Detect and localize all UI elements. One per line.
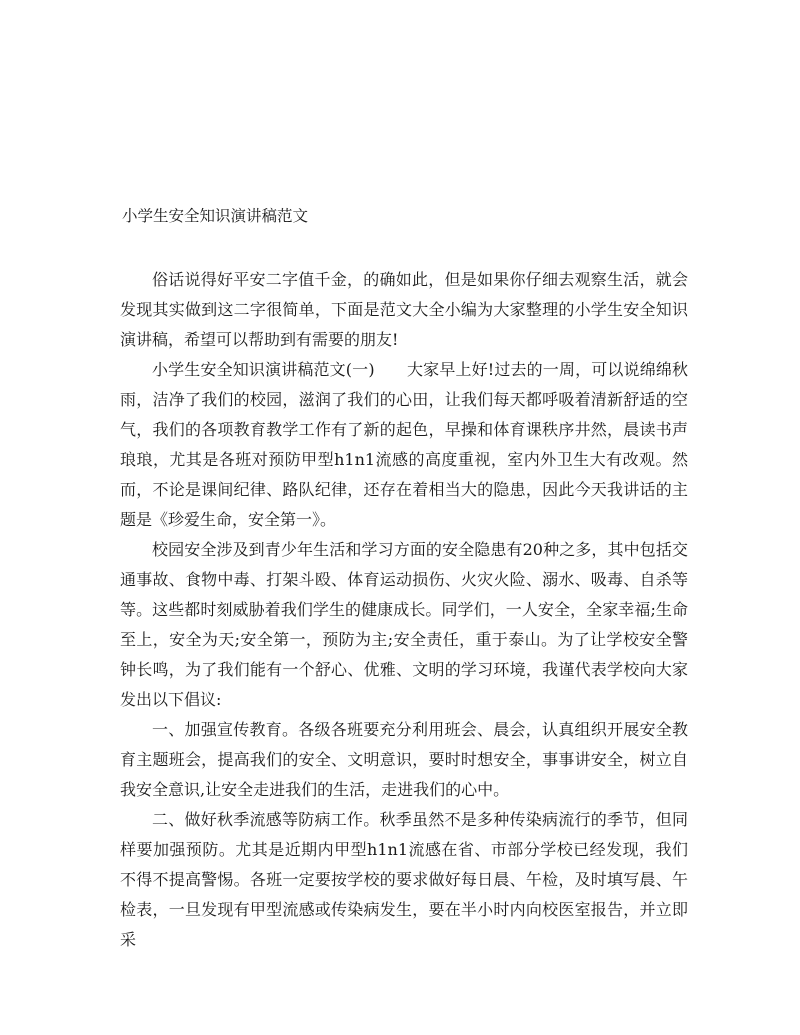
paragraph-campus-safety: 校园安全涉及到青少年生活和学习方面的安全隐患有20种之多，其中包括交通事故、食物中毒、打架斗殴、体育运动损伤、火灾火险、溺水、吸毒、自杀等等。这些都时刻威胁着我们学生的健康成长。同学们，一人安全，全家幸福;生命至上，安全为天;安全第一，预防为主;安全责任，重于泰山。为了让学校安全警钟长鸣，为了我们能有一个舒心、优雅、文明的学习环境，我谨代表学校向大家发出以下倡议: (120, 540, 688, 709)
paragraph-speech-opening: 小学生安全知识演讲稿范文(一) 大家早上好!过去的一周，可以说绵绵秋雨，洁净了我们的校园，滋润了我们的心田，让我们每天都呼吸着清新舒适的空气，我们的各项教育教学工作有了新的起色，早操和体育课秩序井然，晨读书声琅琅，尤其是各班对预防甲型h1n1流感的高度重视，室内外卫生大有改观。然而，不论是课间纪律、路队纪律，还存在着相当大的隐患，因此今天我讲话的主题是《珍爱生命，安全第一》。 (120, 360, 688, 529)
document-title: 小学生安全知识演讲稿范文 (122, 207, 309, 225)
paragraph-proposal-two: 二、做好秋季流感等防病工作。秋季虽然不是多种传染病流行的季节，但同样要加强预防。尤其是近期内甲型h1n1流感在省、市部分学校已经发现，我们不得不提高警惕。各班一定要按学校的要求做好每日晨、午检，及时填写晨、午检表，一旦发现有甲型流感或传染病发生，要在半小时内向校医室报告，并立即采 (120, 810, 688, 949)
paragraph-intro: 俗话说得好平安二字值千金，的确如此，但是如果你仔细去观察生活，就会发现其实做到这二字很简单，下面是范文大全小编为大家整理的小学生安全知识演讲稿，希望可以帮助到有需要的朋友! (120, 270, 688, 349)
document-body (120, 265, 688, 955)
paragraph-proposal-one: 一、加强宣传教育。各级各班要充分利用班会、晨会，认真组织开展安全教育主题班会，提高我们的安全、文明意识，要时时想安全，事事讲安全，树立自我安全意识,让安全走进我们的生活，走进我们的心中。 (120, 720, 688, 799)
